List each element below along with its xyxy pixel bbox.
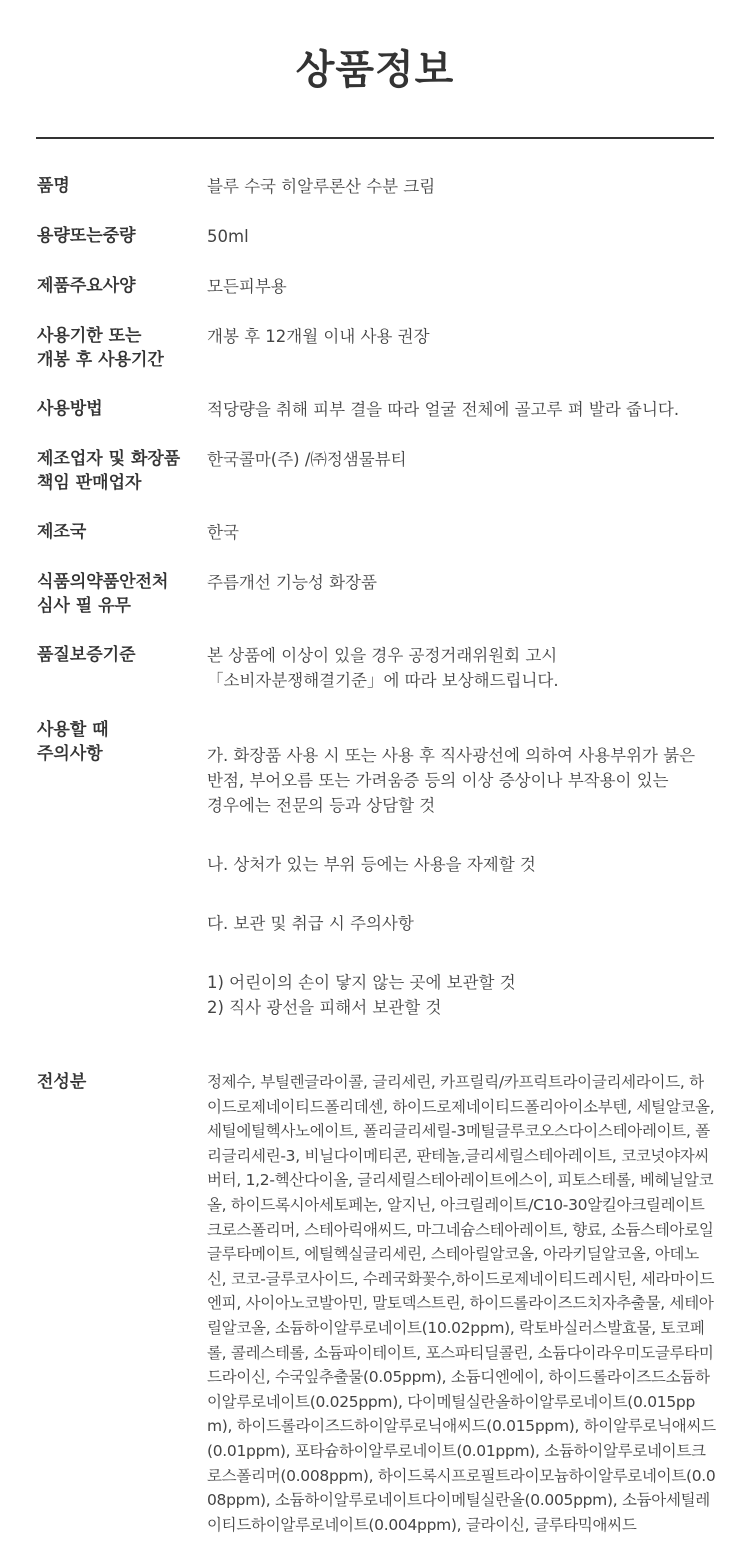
info-row-product-name <box>37 174 717 199</box>
row-label: 제조업자 및 화장품 책임 판매업자 <box>37 449 181 493</box>
info-row-volume <box>37 224 717 249</box>
info-row-mfds-review <box>37 570 717 618</box>
info-row-spec <box>37 274 717 299</box>
row-value: 한국 <box>207 523 239 542</box>
row-value: 모든피부용 <box>207 277 287 296</box>
row-label: 용량또는중량 <box>37 226 136 246</box>
row-label: 전성분 <box>37 1072 87 1092</box>
ingredients-list: 정제수, 부틸렌글라이콜, 글리세린, 카프릴릭/카프릭트라이글리세라이드, 하이드로제네이티드폴리데센, 하이드로제네이티드폴리아이소부텐, 세틸알코올, 세틸에틸헥사노에이트, 폴리글리세릴-3메틸글루코오스다이스테아레이트, 폴리글리세린-3, 비닐다이메티콘, 판테놀,글리세릴스테아레이트, 코코넛야자씨버터, 1,2-헥산다이올, 글리세릴스테아레이트에스이, 피토스테롤, 베헤닐알코올, 하이드록시아세토페논, 알지닌, 아크릴레이트/C10-30알킬아크릴레이트크로스폴리머, 스테아릭애씨드, 마그네슘스테아레이트, 향료, 소듐스테아로일글루타메이트, 에틸헥실글리세린, 스테아릴알코올, 아라키딜알코올, 아데노신, 코코-글루코사이드, 수레국화꽃수,하이드로제네이티드레시틴, 세라마이드엔피, 사이아노코발아민, 말토덱스트린, 하이드롤라이즈드치자추출물, 세테아릴알코올, 소듐하이알루로네이트(10.02ppm), 락토바실러스발효물, 토코페롤, 콜레스테롤, 소듐파이테이트, 포스파티딜콜린, 소듐다이라우미도글루타미드라이신, 수국잎추출물(0.05ppm), 소듐디엔에이, 하이드롤라이즈드소듐하이알루로네이트(0.025ppm), 다이메틸실란올하이알루로네이트(0.015ppm), 하이드롤라이즈드하이알루로닉애씨드(0.015ppm), 하이알루로닉애씨드(0.01ppm), 포타슘하이알루로네이트(0.01ppm), 소듐하이알루로네이트크로스폴리머(0.008ppm), 하이드록시프로필트라이모늄하이알루로네이트(0.008ppm), 소듐하이알루로네이트다이메틸실란올(0.005ppm), 소듐아세틸레이티드하이알루로네이트(0.004ppm), 글라이신, 글루타믹애씨드 <box>207 1073 716 1534</box>
info-row-manufacturer <box>37 447 717 495</box>
caution-item: 다. 보관 및 취급 시 주의사항 <box>207 914 414 933</box>
row-value: 주름개선 기능성 화장품 <box>207 573 377 592</box>
info-row-usage <box>37 397 717 422</box>
row-value: 50ml <box>207 227 249 246</box>
row-value: 본 상품에 이상이 있을 경우 공정거래위원회 고시 「소비자분쟁해결기준」에 따라 보상해드립니다. <box>207 646 559 690</box>
row-label: 사용방법 <box>37 399 103 419</box>
info-row-caution <box>37 718 717 1045</box>
row-value: 적당량을 취해 피부 결을 따라 얼굴 전체에 골고루 펴 발라 줍니다. <box>207 400 680 419</box>
row-label: 식품의약품안전처 심사 필 유무 <box>37 572 169 616</box>
info-row-expiry <box>37 324 717 372</box>
row-label: 사용기한 또는 개봉 후 사용기간 <box>37 326 164 370</box>
caution-item: 나. 상처가 있는 부위 등에는 사용을 자제할 것 <box>207 855 536 874</box>
caution-list <box>207 718 717 1045</box>
caution-item: 가. 화장품 사용 시 또는 사용 후 직사광선에 의하여 사용부위가 붉은 반점, 부어오름 또는 가려움증 등의 이상 증상이나 부작용이 있는 경우에는 전문의 등과 상담할 것 <box>207 746 696 815</box>
row-label: 사용할 때 주의사항 <box>37 720 109 764</box>
info-row-country <box>37 520 717 545</box>
row-label: 품명 <box>37 176 70 196</box>
row-label: 품질보증기준 <box>37 645 136 665</box>
product-info-table <box>37 174 717 1562</box>
info-row-ingredients <box>37 1070 717 1537</box>
row-value: 한국콜마(주) /㈜정샘물뷰티 <box>207 450 407 469</box>
info-row-quality-standard <box>37 643 717 693</box>
row-value: 개봉 후 12개월 이내 사용 권장 <box>207 327 430 346</box>
page-title: 상품정보 <box>295 47 455 93</box>
row-label: 제품주요사양 <box>37 276 136 296</box>
title-divider <box>36 137 714 139</box>
caution-item: 1) 어린이의 손이 닿지 않는 곳에 보관할 것 2) 직사 광선을 피해서 보관할 것 <box>207 973 516 1017</box>
row-value: 블루 수국 히알루론산 수분 크림 <box>207 177 436 196</box>
row-label: 제조국 <box>37 522 87 542</box>
